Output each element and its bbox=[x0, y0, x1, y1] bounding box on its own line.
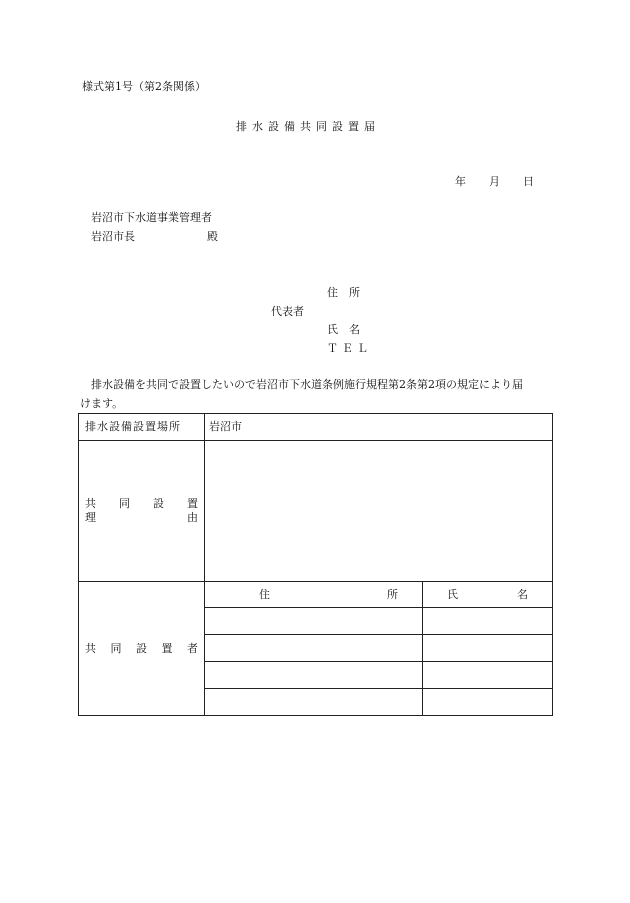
installers-char: 設 bbox=[136, 641, 147, 655]
body-line-2: けます。 bbox=[80, 397, 124, 410]
installation-table bbox=[78, 413, 553, 716]
date-month: 月 bbox=[489, 175, 500, 188]
col-address-header-text bbox=[205, 588, 422, 602]
installers-char: 同 bbox=[110, 641, 122, 655]
col-address-header bbox=[205, 582, 423, 608]
reason-label-line1 bbox=[85, 497, 198, 511]
installer-address-cell[interactable] bbox=[205, 635, 423, 662]
date-day: 日 bbox=[523, 175, 534, 188]
reason-char: 同 bbox=[119, 497, 130, 510]
reason-char: 共 bbox=[85, 497, 96, 510]
reason-value-cell[interactable] bbox=[205, 441, 553, 582]
col-name-char: 氏 bbox=[447, 587, 458, 601]
reason-char: 設 bbox=[153, 497, 164, 510]
col-name-char: 名 bbox=[517, 587, 528, 601]
applicant-address-label: 住 所 bbox=[327, 286, 360, 299]
col-address-char: 住 bbox=[259, 587, 270, 601]
recipient-line2: 岩沼市長 bbox=[91, 230, 135, 243]
installers-char: 置 bbox=[161, 641, 173, 655]
installer-address-cell[interactable] bbox=[205, 662, 423, 689]
recipient-line1: 岩沼市下水道事業管理者 bbox=[91, 211, 212, 224]
installers-char: 者 bbox=[187, 641, 198, 655]
applicant-representative: 代表者 bbox=[271, 305, 304, 318]
location-row bbox=[79, 414, 553, 441]
reason-label-line2 bbox=[85, 511, 198, 525]
reason-label-cell bbox=[79, 441, 205, 582]
applicant-name-label: 氏 名 bbox=[327, 323, 360, 336]
installer-address-cell[interactable] bbox=[205, 608, 423, 635]
installer-name-cell[interactable] bbox=[423, 689, 553, 716]
installers-label-cell bbox=[79, 582, 205, 716]
form-title: 排水設備共同設置届 bbox=[236, 120, 380, 133]
date-year: 年 bbox=[455, 175, 466, 188]
applicant-tel-label: ＴＥＬ bbox=[327, 342, 372, 355]
col-name-header-text bbox=[423, 588, 552, 602]
installer-name-cell[interactable] bbox=[423, 635, 553, 662]
location-value-cell[interactable] bbox=[205, 414, 553, 441]
installers-header-row bbox=[79, 582, 553, 608]
installer-address-cell[interactable] bbox=[205, 689, 423, 716]
body-line-1: 排水設備を共同で設置したいので岩沼市下水道条例施行規程第2条第2項の規定により届 bbox=[91, 378, 523, 391]
reason-char: 由 bbox=[187, 511, 198, 524]
reason-row bbox=[79, 441, 553, 582]
installers-char: 共 bbox=[85, 641, 96, 655]
reason-char: 理 bbox=[85, 511, 96, 524]
col-address-char: 所 bbox=[387, 587, 398, 601]
reason-char: 置 bbox=[187, 497, 198, 510]
recipient-honorific: 殿 bbox=[207, 230, 218, 243]
location-label-cell bbox=[79, 414, 205, 441]
installers-label bbox=[85, 642, 198, 656]
form-number: 様式第1号（第2条関係） bbox=[82, 80, 206, 93]
installer-name-cell[interactable] bbox=[423, 608, 553, 635]
location-value: 岩沼市 bbox=[209, 420, 242, 433]
col-name-header bbox=[423, 582, 553, 608]
location-label: 排水設備設置場所 bbox=[85, 420, 181, 433]
installer-name-cell[interactable] bbox=[423, 662, 553, 689]
